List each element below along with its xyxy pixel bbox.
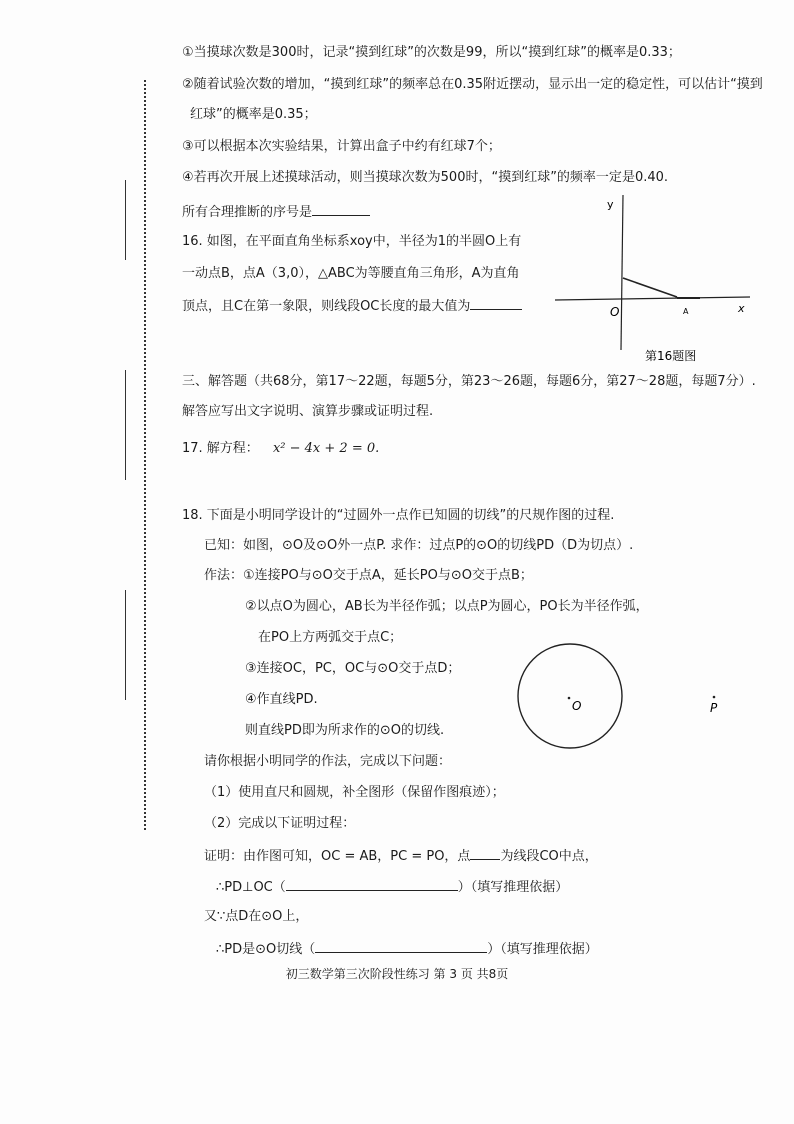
q18-method-2b: 在PO上方两弧交于点C； [258,630,403,645]
q18-intro: 18. 下面是小明同学设计的“过圆外一点作已知圆的切线”的尺规作图的过程. [182,508,615,523]
q18-proof-line-2 [216,877,568,897]
q18-method-2: ②以点O为圆心，AB长为半径作弧；以点P为圆心，PO长为半径作弧， [245,599,649,614]
q18-label-p: P [710,701,718,715]
q15-answer-blank[interactable] [312,202,370,216]
q15-statement-3: ③可以根据本次实验结果，计算出盒子中约有红球7个； [182,139,501,154]
q18-midpoint-blank[interactable] [470,846,500,860]
q15-answer-line [182,202,370,222]
q16-a-label: A [683,307,689,316]
q16-x-label: x [738,302,745,315]
q18-proof-line-4 [216,939,598,959]
q15-statement-4: ④若再次开展上述摸球活动，则当摸球次数为500时，“摸到红球”的频率一定是0.40. [182,170,669,185]
page-footer: 初三数学第三次阶段性练习 第 3 页 共8页 [285,967,509,981]
q16-line-1: 16. 如图，在平面直角坐标系xoy中，半径为1的半圆O上有 [182,234,522,249]
section-3-instruction: 解答应写出文字说明、演算步骤或证明过程. [182,404,434,419]
q17-line [182,440,379,458]
q18-figure [510,640,740,755]
q18-proof-2a: ∴PD⊥OC（ [216,880,286,895]
q18-proof-4a: ∴PD是⊙O切线（ [216,942,316,957]
q15-prompt: 所有合理推断的序号是 [182,205,313,220]
q16-line-3-text: 顶点，且C在第一象限，则线段OC长度的最大值为 [182,299,471,314]
q18-proof-line-1 [204,846,598,866]
q18-method-5: 则直线PD即为所求作的⊙O的切线. [245,723,445,738]
section-3-heading: 三、解答题（共68分，第17～22题，每题5分，第23～26题，每题6分，第27～28题，每题7分）. [182,374,756,389]
q16-line-2: 一动点B，点A（3,0），△ABC为等腰直角三角形，A为直角 [182,266,520,281]
q18-proof-4b: ）（填写推理依据） [487,942,598,957]
q17-label: 17. 解方程： [182,441,259,456]
margin-blank-line-3 [125,590,126,700]
q16-answer-blank[interactable] [470,296,522,310]
q15-statement-1: ①当摸球次数是300时，记录“摸到红球”的次数是99，所以“摸到红球”的概率是0.33； [182,45,681,60]
q16-figure [555,190,755,365]
q16-caption: 第16题图 [645,349,697,363]
q18-part-2: （2）完成以下证明过程： [204,816,356,831]
q16-y-label: y [607,198,614,211]
q15-statement-2b: 红球”的概率是0.35； [190,107,317,122]
q16-x-axis [555,297,750,300]
q18-method-1: 作法：①连接PO与⊙O交于点A，延长PO与⊙O交于点B； [204,568,533,583]
q16-origin-label: O [610,305,620,319]
margin-blank-line-2 [125,370,126,480]
q18-part-1: （1）使用直尺和圆规，补全图形（保留作图痕迹）； [204,785,505,800]
q18-point-p-dot [713,696,716,699]
q18-ask: 请你根据小明同学的作法，完成以下问题： [204,754,452,769]
q18-known: 已知：如图，⊙O及⊙O外一点P. 求作：过点P的⊙O的切线PD（D为切点）. [204,538,634,553]
q18-center-dot [568,697,571,700]
q18-proof-1a: 证明：由作图可知，OC = AB，PC = PO，点 [204,849,471,864]
q18-method-3: ③连接OC，PC，OC与⊙O交于点D； [245,661,461,676]
q18-reason-blank-1[interactable] [286,877,458,891]
q16-y-axis [621,195,623,350]
q18-label-o: O [572,699,582,713]
binding-dotted-line [144,80,146,830]
q16-segment [623,278,677,297]
q15-statement-2a: ②随着试验次数的增加，“摸到红球”的频率总在0.35附近摆动，显示出一定的稳定性，可以估计“摸到 [182,77,763,92]
q18-proof-line-3: 又∵点D在⊙O上， [204,909,309,924]
q17-equation: x² − 4x + 2 = 0. [272,441,380,456]
q18-reason-blank-2[interactable] [315,939,487,953]
q18-proof-2b: ）（填写推理依据） [457,880,569,895]
margin-blank-line-1 [125,180,126,260]
q18-method-4: ④作直线PD. [245,692,318,707]
q18-circle-o [518,644,622,748]
q18-proof-1b: 为线段CO中点， [500,849,598,864]
q16-line-3 [182,296,522,316]
